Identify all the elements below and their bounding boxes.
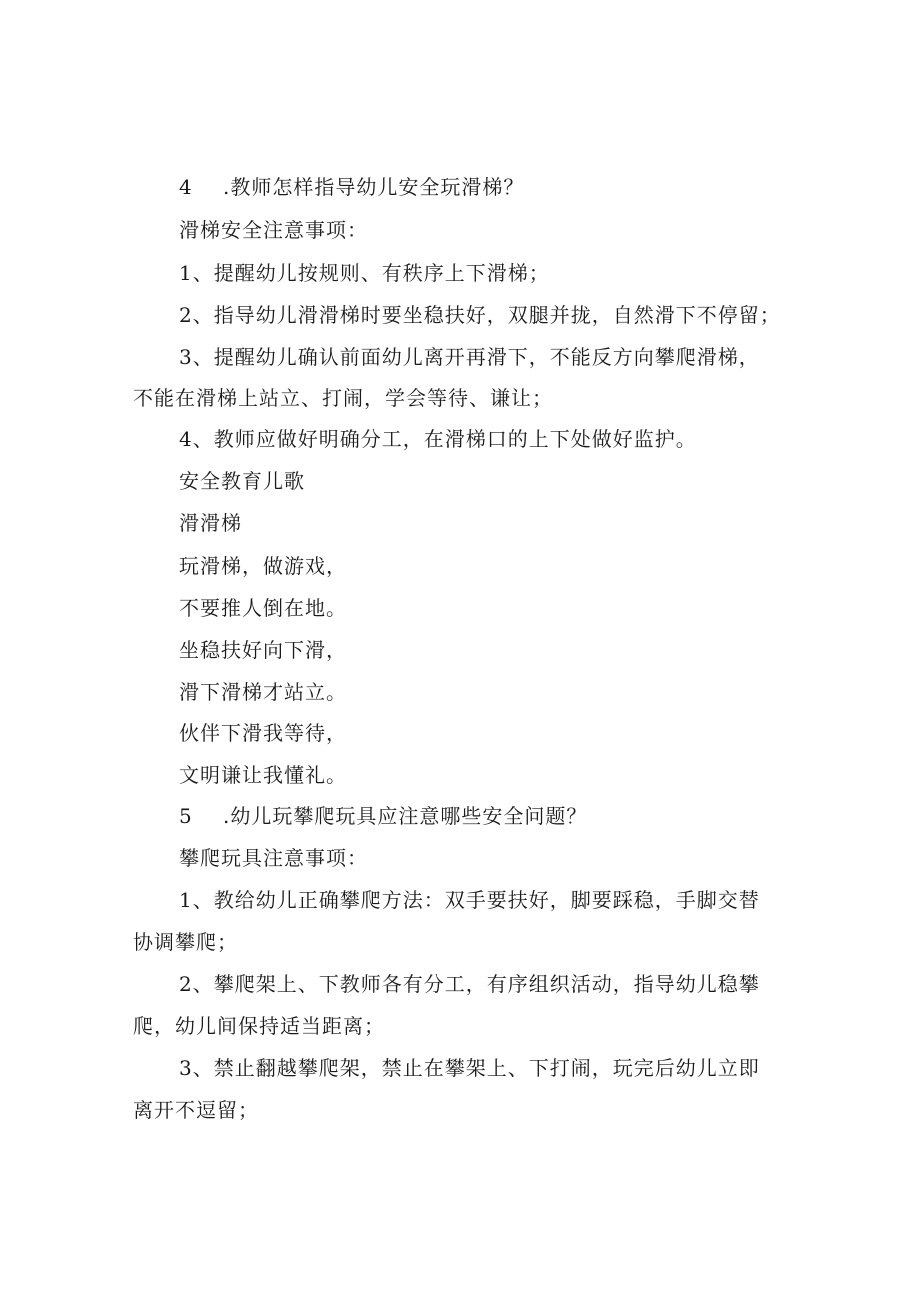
climb-safety-heading: 攀爬玩具注意事项： bbox=[179, 846, 368, 870]
song-line: 伙伴下滑我等待， bbox=[179, 721, 347, 745]
slide-item: 1、提醒幼儿按规则、有秩序上下滑梯； bbox=[179, 261, 550, 285]
question-5 bbox=[179, 803, 587, 829]
question-5-number: 5 bbox=[179, 804, 193, 828]
climb-item: 1、教给幼儿正确攀爬方法：双手要扶好，脚要踩稳，手脚交替 bbox=[179, 888, 760, 912]
question-4-number: 4 bbox=[179, 175, 193, 199]
slide-item: 2、指导幼儿滑滑梯时要坐稳扶好，双腿并拢，自然滑下不停留； bbox=[179, 303, 781, 327]
climb-item: 2、攀爬架上、下教师各有分工，有序组织活动，指导幼儿稳攀 bbox=[179, 972, 760, 996]
slide-item: 3、提醒幼儿确认前面幼儿离开再滑下，不能反方向攀爬滑梯， bbox=[179, 345, 760, 369]
song-title: 滑滑梯 bbox=[179, 511, 242, 535]
climb-item-continuation: 离开不逗留； bbox=[133, 1098, 259, 1122]
climb-item: 3、禁止翻越攀爬架，禁止在攀架上、下打闹，玩完后幼儿立即 bbox=[179, 1056, 760, 1080]
question-4 bbox=[179, 174, 524, 200]
song-line: 文明谦让我懂礼。 bbox=[179, 763, 347, 787]
song-line: 滑下滑梯才站立。 bbox=[179, 680, 347, 704]
song-line: 不要推人倒在地。 bbox=[179, 596, 347, 620]
question-5-text: .幼儿玩攀爬玩具应注意哪些安全问题？ bbox=[223, 804, 588, 828]
song-line: 坐稳扶好向下滑， bbox=[179, 638, 347, 662]
climb-item-continuation: 爬，幼儿间保持适当距离； bbox=[133, 1014, 385, 1038]
slide-item: 4、教师应做好明确分工，在滑梯口的上下处做好监护。 bbox=[179, 427, 697, 451]
song-line: 玩滑梯，做游戏， bbox=[179, 554, 347, 578]
slide-safety-heading: 滑梯安全注意事项： bbox=[179, 218, 368, 242]
song-section-heading: 安全教育儿歌 bbox=[179, 469, 305, 493]
slide-item-continuation: 不能在滑梯上站立、打闹，学会等待、谦让； bbox=[133, 386, 553, 410]
question-4-text: .教师怎样指导幼儿安全玩滑梯？ bbox=[223, 175, 525, 199]
climb-item-continuation: 协调攀爬； bbox=[133, 930, 238, 954]
